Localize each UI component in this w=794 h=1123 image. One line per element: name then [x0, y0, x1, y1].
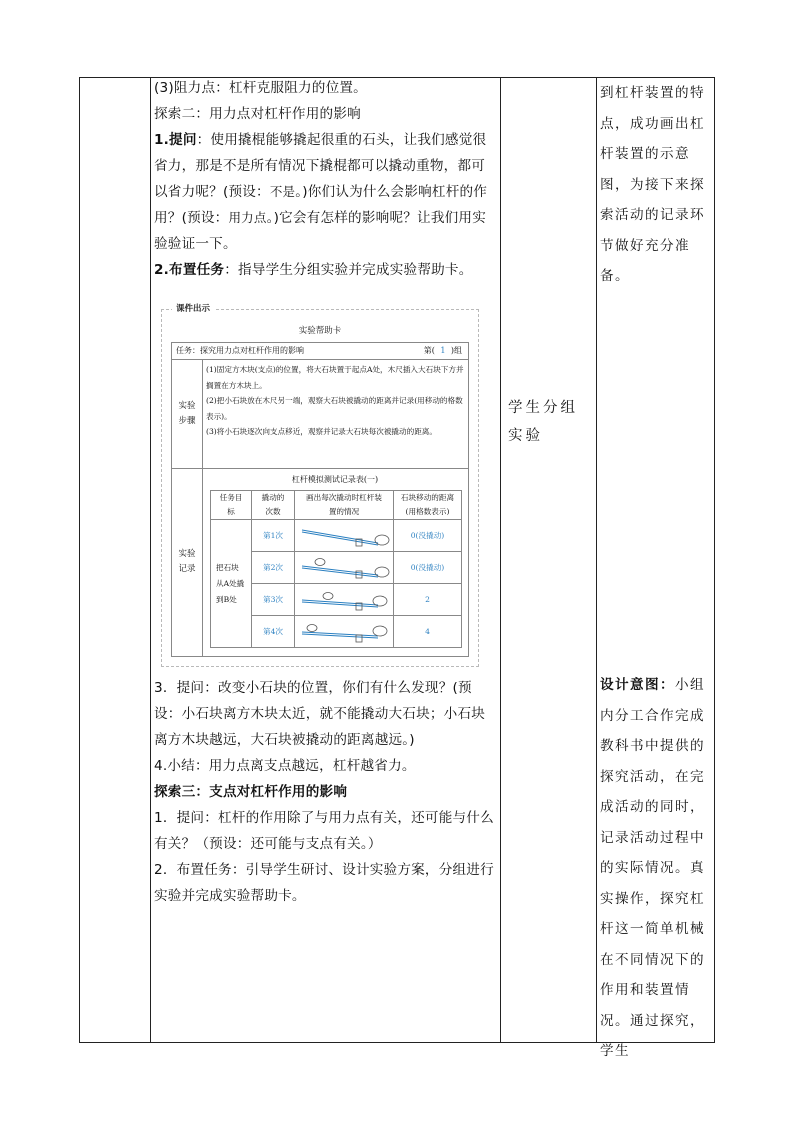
lever-sketch [298, 556, 390, 580]
header-cell [252, 491, 295, 520]
steps-label [172, 359, 203, 468]
attempt-cell: 第1次 [252, 520, 295, 552]
steps-list [206, 362, 464, 440]
step-item: (3)将小石块逐次向支点移近，观察并记录大石块每次被撬动的距离。 [206, 427, 437, 436]
question-text: 。)你们认为什么会影响杠杆的作用？(预设： [154, 184, 488, 226]
design-body: 小组内分工合作完成教科书中提供的探究活动，在完成活动的同时，记录活动过程中的实际情况。真实操作，探究杠杆这一简单机械在不同情况下的作用和装置情况。通过探究，学生 [600, 677, 705, 1059]
distance-cell: 0(没撬动) [394, 552, 462, 584]
record-label [172, 468, 203, 656]
group-number [424, 343, 462, 359]
task-target-cell [211, 520, 252, 648]
header-text: 任务目标 [219, 493, 243, 516]
lever-drawing-cell [295, 584, 394, 616]
explore-three-task: 2．布置任务：引导学生研讨、设计实验方案，分组进行实验并完成实验帮助卡。 [154, 862, 494, 904]
task-row [171, 342, 469, 360]
column-divider [500, 78, 501, 1042]
summary: 4.小结：用力点离支点越远，杠杆越省力。 [154, 758, 416, 774]
question-label: 1.提问 [154, 132, 197, 148]
column-divider [150, 78, 151, 1042]
card-tag: 课件出示 [172, 302, 214, 314]
lever-drawing-cell [295, 552, 394, 584]
explore-three-heading: 探索三：支点对杠杆作用的影响 [154, 784, 348, 800]
resistance-point-line: (3)阻力点：杠杆克服阻力的位置。 [154, 80, 367, 96]
question-three: 3．提问：改变小石块的位置，你们有什么发现？(预设：小石块离方木块太近，就不能撬动大石块；小石块离方木块越远，大石块被撬动的距离越远。) [154, 680, 486, 748]
column-divider [596, 78, 597, 1042]
design-intention-cell [600, 78, 712, 1059]
lever-sketch [298, 588, 390, 612]
design-intention-text [600, 670, 712, 1067]
experiment-help-card [161, 304, 479, 667]
lever-drawing-cell [295, 616, 394, 648]
assign-task [154, 257, 498, 283]
distance-cell: 4 [394, 616, 462, 648]
distance-cell: 0(没撬动) [394, 520, 462, 552]
header-cell [394, 491, 462, 520]
question-one [154, 127, 498, 257]
question-text: 。)它会有怎样的影响呢？让我们用实验验证一下。 [154, 210, 486, 252]
record-section [171, 468, 469, 657]
lever-sketch [298, 620, 390, 644]
header-cell [211, 491, 252, 520]
design-label: 设计意图： [600, 677, 675, 693]
header-cell [295, 491, 394, 520]
card-title: 实验帮助卡 [298, 326, 342, 336]
group-value: 1 [440, 346, 446, 355]
preset-answer: 不是 [269, 184, 296, 199]
record-table-title: 杠杆模拟测试记录表(一) [291, 475, 379, 484]
group-suffix: )组 [450, 346, 462, 355]
question-text: ：使用撬棍能够撬起很重的石头，让我们感觉很省力，那是不是所有情况下撬棍都可以撬动重物，都可以省力呢？(预设： [154, 132, 487, 200]
header-text: 撬动的次数 [261, 493, 285, 516]
attempt-cell: 第3次 [252, 584, 295, 616]
explore-three-question: 1．提问：杠杆的作用除了与用力点有关，还可能与什么有关？（预设：还可能与支点有关。） [154, 810, 494, 852]
student-activity-cell [508, 394, 588, 450]
group-prefix: 第( [423, 346, 435, 355]
task-text: ：指导学生分组实验并完成实验帮助卡。 [224, 262, 473, 278]
steps-section [171, 359, 469, 469]
student-activity-text: 学生分组实验 [508, 400, 578, 444]
task-text: 任务：探究用力点对杠杆作用的影响 [176, 346, 304, 355]
record-label-text: 实验记录 [178, 549, 196, 574]
task-label: 2.布置任务 [154, 262, 225, 278]
attempt-cell: 第2次 [252, 552, 295, 584]
explore-two-heading: 探索二：用力点对杠杆作用的影响 [154, 106, 361, 122]
lesson-table [79, 77, 715, 1059]
lever-sketch [298, 524, 390, 548]
design-intro-text: 到杠杆装置的特点，成功画出杠杆装置的示意图，为接下来探索活动的记录环节做好充分准备。 [600, 85, 705, 284]
header-text: 画出每次撬动时杠杆装置的情况 [306, 493, 382, 516]
header-text: 石块移动的距离(用格数表示) [400, 493, 455, 516]
table-row [211, 520, 462, 552]
record-table [210, 490, 462, 648]
step-item: (2)把小石块放在木尺另一端，观察大石块被撬动的距离并记录(用移动的格数表示)。 [206, 396, 463, 421]
step-item: (1)固定方木块(支点)的位置，将大石块置于起点A处，木尺插入大石块下方并搁置在方木块上。 [206, 365, 464, 390]
task-target: 把石块从A处撬到B处 [216, 562, 245, 604]
distance-cell: 2 [394, 584, 462, 616]
lever-drawing-cell [295, 520, 394, 552]
steps-label-text: 实验步骤 [178, 400, 196, 426]
attempt-cell: 第4次 [252, 616, 295, 648]
preset-answer: 用力点 [228, 210, 267, 225]
